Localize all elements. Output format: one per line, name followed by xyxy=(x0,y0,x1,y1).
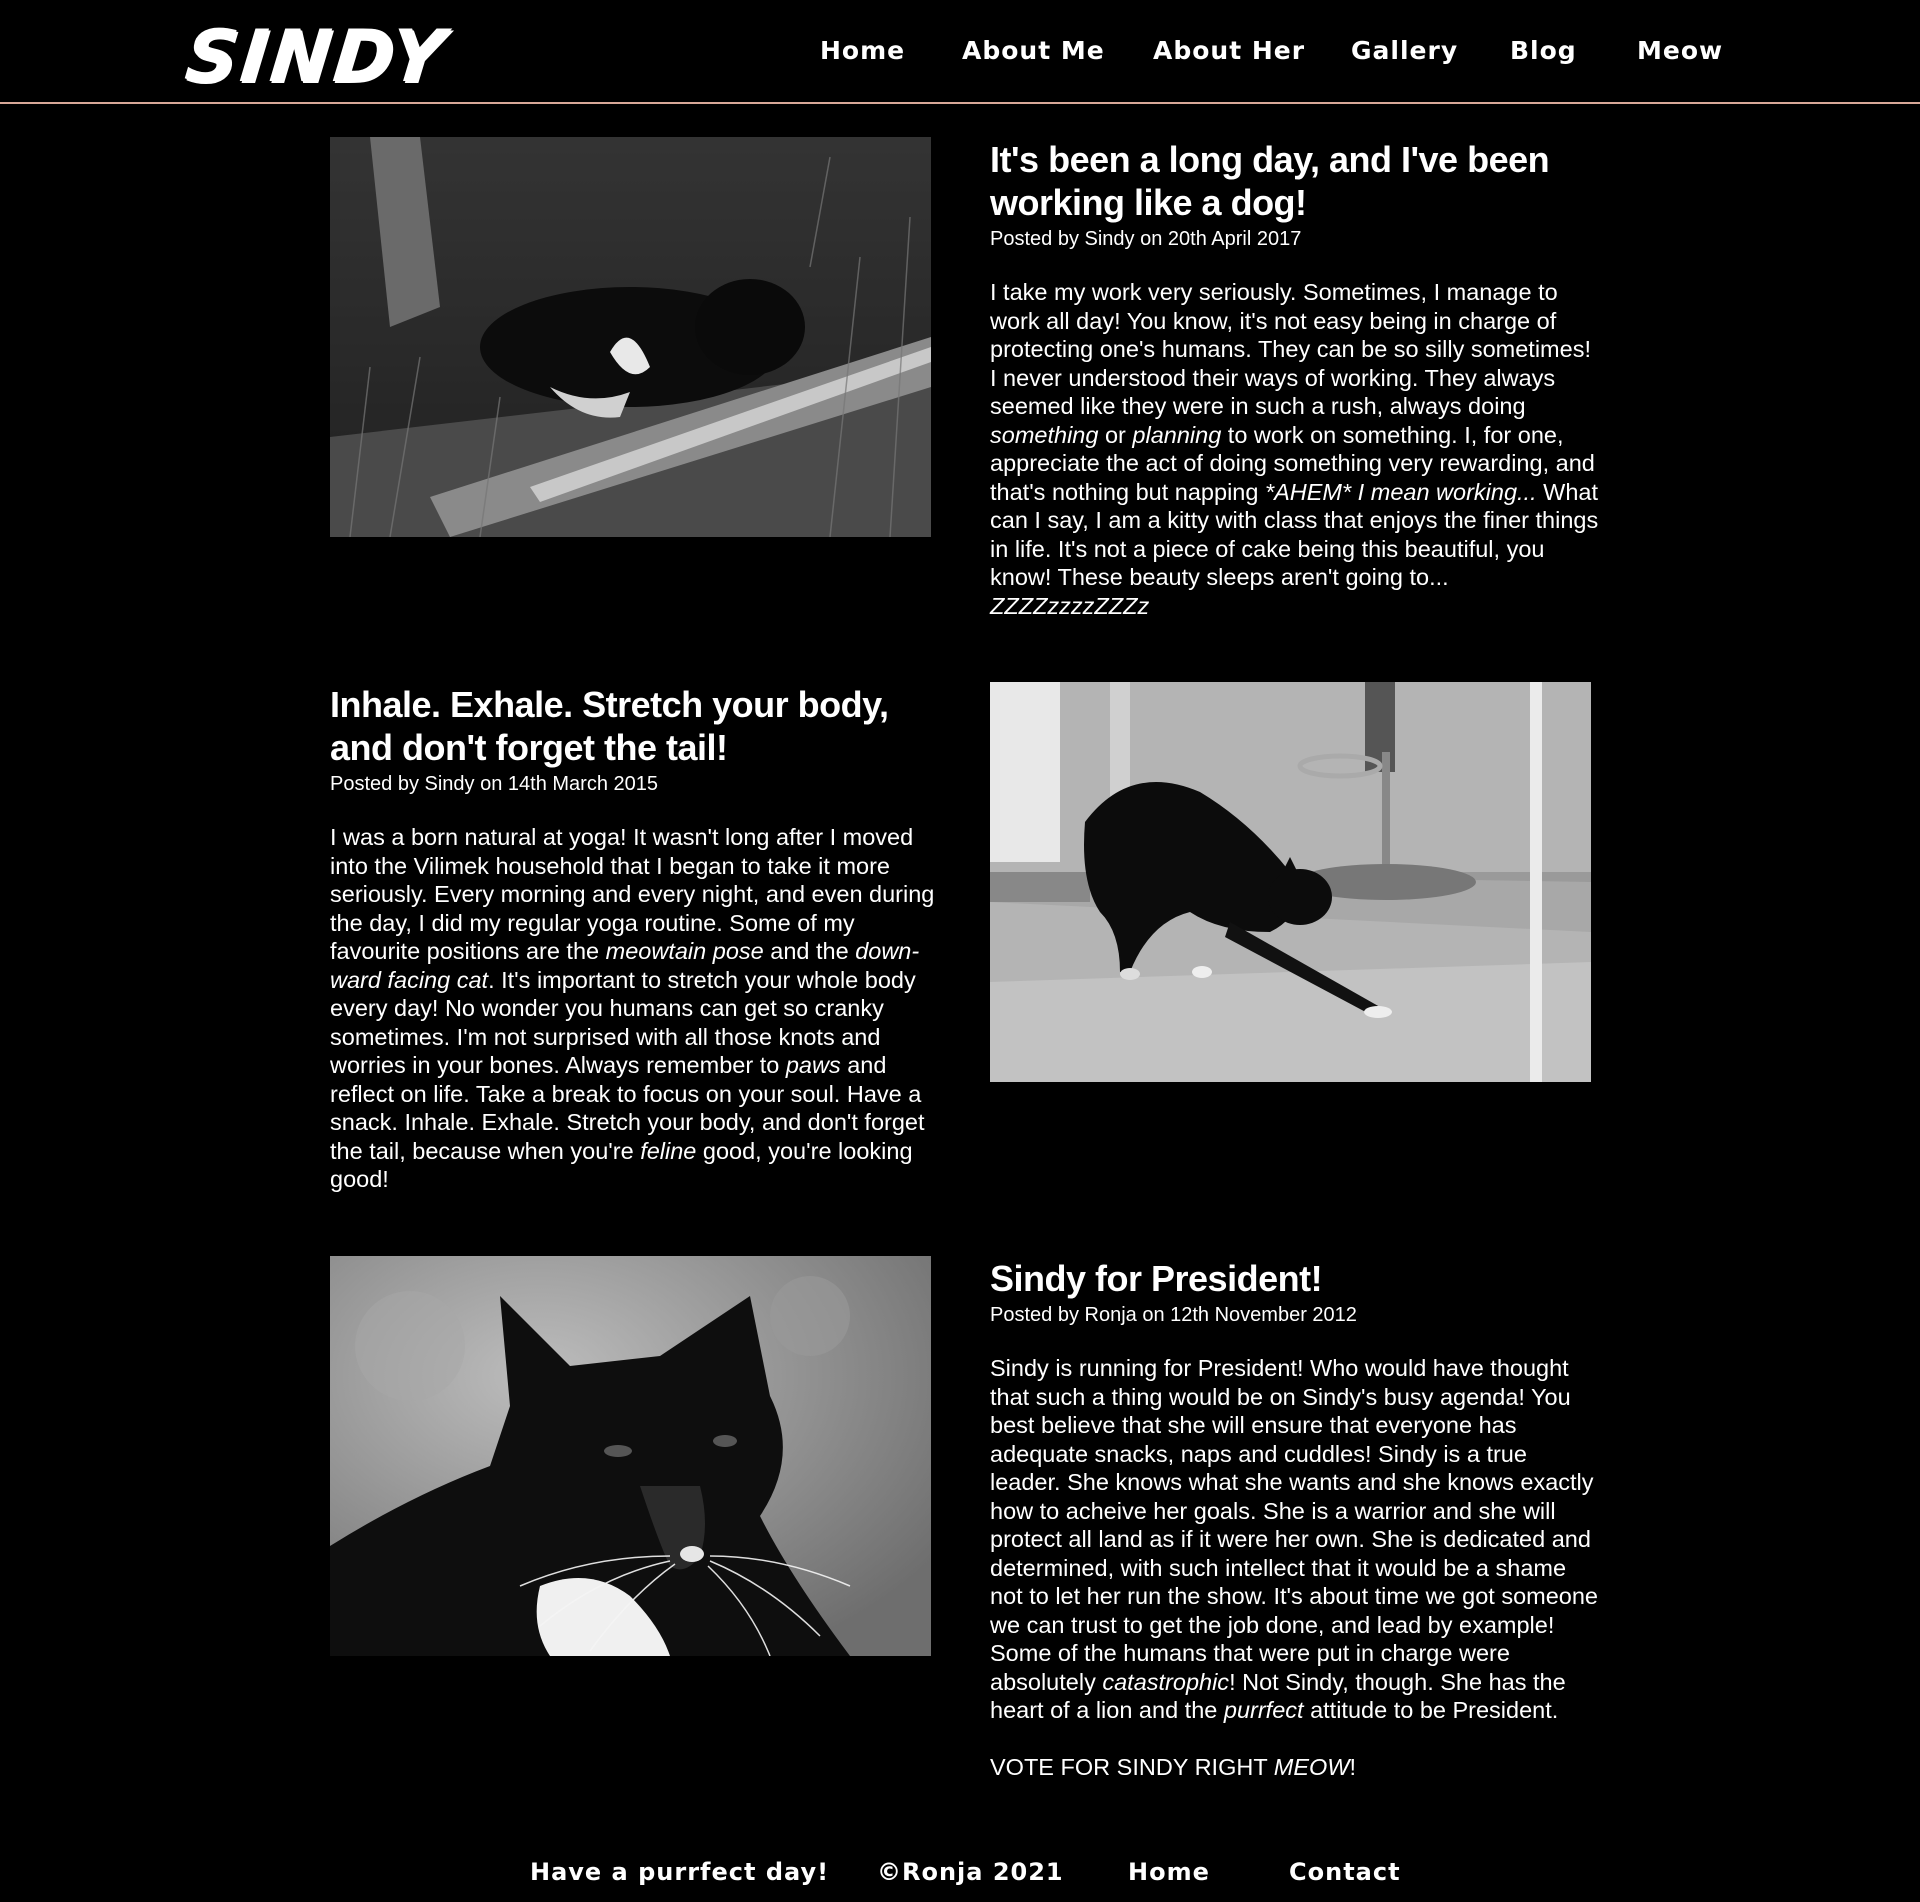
emphasis-text: planning xyxy=(1132,421,1222,448)
post-1-title[interactable]: It's been a long day, and I've been working like a dog! xyxy=(990,139,1550,223)
body-text: ! xyxy=(1349,1753,1357,1780)
body-text: Sindy is running for President! Who would have thought that such a thing would be on Sindy's busy agenda! You best believe that she will ensure that everyone has adequate snacks, naps and cuddles! Sindy is a true leader. She knows what she wants and she knows exactly how to acheive her goals. She is a warrior and she will protect all land as if it were her own. She is dedicated and determined, with such intellect that it would be a shame not to let her run the show. It's about time we got someone we can trust to get the job done, and lead by example! Some of the humans that were put in charge were absolutely xyxy=(990,1355,1599,1695)
cat-stretching-photo xyxy=(990,682,1591,1082)
emphasis-text: *AHEM* I mean working... xyxy=(1264,478,1537,505)
body-text: What can I say, I am a kitty with class that enjoys the finer things in life. It's not a piece of cake being this beautiful, you know! These beauty sleeps aren't going to... xyxy=(990,478,1599,590)
post-3-body xyxy=(990,1354,1600,1725)
site-logo[interactable]: SINDY xyxy=(181,14,451,98)
body-text: or xyxy=(1098,421,1133,448)
nav-about-me-link[interactable]: About Me xyxy=(962,36,1105,65)
emphasis-text: MEOW xyxy=(1273,1753,1350,1780)
body-text: VOTE FOR SINDY RIGHT xyxy=(990,1753,1274,1780)
emphasis-text: catastrophic xyxy=(1102,1668,1230,1695)
footer-home-link[interactable]: Home xyxy=(1128,1858,1210,1886)
post-2-text xyxy=(330,683,940,1194)
footer-tagline: Have a purrfect day! xyxy=(530,1858,830,1886)
post-2-body xyxy=(330,823,940,1194)
body-text: ! Not Sindy, though. She has the heart of a lion and the xyxy=(990,1668,1566,1723)
post-2-meta: Posted by Sindy on 14th March 2015 xyxy=(330,773,658,795)
body-text: and the xyxy=(763,938,856,964)
nav-about-her-link[interactable]: About Her xyxy=(1153,36,1306,65)
body-text: to work on something. I, for one, appreciate the act of doing something very rewarding, and that's nothing but napping xyxy=(990,421,1595,505)
site-footer xyxy=(0,1858,1920,1892)
cat-sleeping-photo xyxy=(330,137,931,537)
emphasis-text: ZZZZzzzzZZZz xyxy=(990,592,1150,619)
emphasis-text: paws xyxy=(785,1052,841,1078)
nav-gallery-link[interactable]: Gallery xyxy=(1351,36,1459,65)
emphasis-text: feline xyxy=(640,1137,697,1164)
footer-contact-link[interactable]: Contact xyxy=(1289,1858,1401,1886)
cat-portrait-photo xyxy=(330,1256,931,1656)
body-text: good, you're looking good! xyxy=(330,1137,913,1192)
body-text: . It's important to stretch your whole body every day! No wonder you humans can get so cranky sometimes. I'm not surprised with all those knots and worries in your bones. Always remember to xyxy=(330,966,916,1078)
post-3-meta: Posted by Ronja on 12th November 2012 xyxy=(990,1304,1357,1326)
post-3-vote xyxy=(990,1753,1600,1782)
emphasis-text: purrfect xyxy=(1223,1697,1304,1723)
emphasis-text: something xyxy=(990,421,1099,448)
top-navigation-bar xyxy=(0,0,1920,104)
post-2-title[interactable]: Inhale. Exhale. Stretch your body, and don't forget the tail! xyxy=(330,684,889,768)
post-1-text xyxy=(990,138,1600,620)
post-1-meta: Posted by Sindy on 20th April 2017 xyxy=(990,228,1302,250)
body-text: attitude to be President. xyxy=(1303,1697,1559,1723)
body-text: and reflect on life. Take a break to focus on your soul. Have a snack. Inhale. Exhale. Stretch your body, and don't forget the tail, because when you're xyxy=(330,1052,925,1164)
nav-blog-link[interactable]: Blog xyxy=(1510,36,1577,65)
post-3-text xyxy=(990,1257,1600,1781)
body-text: I was a born natural at yoga! It wasn't long after I moved into the Vilimek household that I began to take it more seriously. Every morning and every night, and even during the day, I did my regular yoga routine. Some of my favourite positions are the xyxy=(330,824,935,964)
footer-copyright: ©Ronja 2021 xyxy=(877,1858,1064,1886)
main-nav xyxy=(0,36,1920,70)
post-3-title[interactable]: Sindy for President! xyxy=(990,1258,1323,1299)
nav-meow-link[interactable]: Meow xyxy=(1637,36,1724,65)
nav-home-link[interactable]: Home xyxy=(820,36,906,65)
body-text: I take my work very seriously. Sometimes, I manage to work all day! You know, it's not easy being in charge of protecting one's humans. They can be so silly sometimes! I never understood their ways of working. They always seemed like they were in such a rush, always doing xyxy=(990,279,1591,419)
emphasis-text: meowtain pose xyxy=(605,938,764,964)
emphasis-text: down-ward facing cat xyxy=(330,938,920,993)
post-1-body xyxy=(990,278,1600,620)
